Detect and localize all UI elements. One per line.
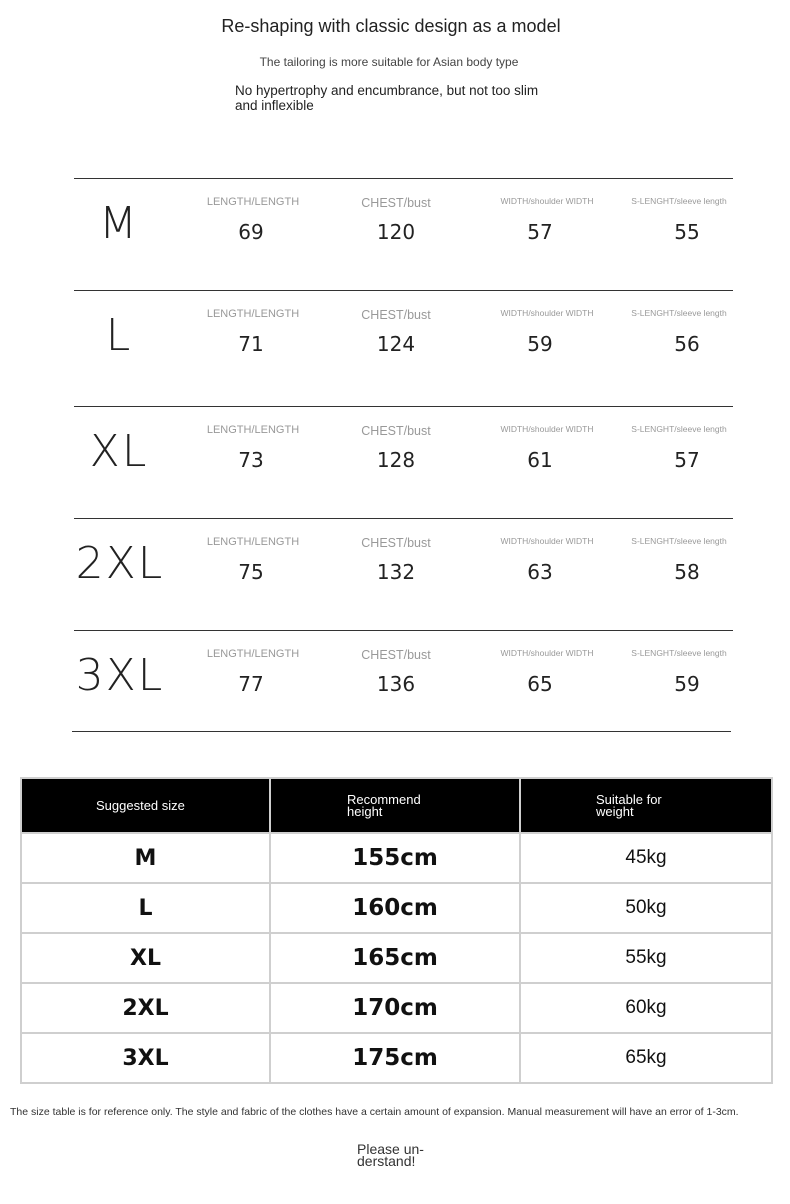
size-label: M [99, 198, 139, 249]
column-header-width: WIDTH/shoulder WIDTH [500, 648, 594, 658]
column-header-width: WIDTH/shoulder WIDTH [500, 196, 594, 206]
row-size: 2XL [21, 983, 270, 1033]
size-label: 2XL [75, 538, 165, 589]
row-weight: 50kg [520, 883, 772, 933]
column-header-sleeve: S-LENGHT/sleeve length [631, 196, 727, 206]
column-header-length: LENGTH/LENGTH [206, 308, 300, 320]
table-row [21, 833, 772, 883]
measure-value-width: 59 [527, 332, 553, 356]
row-weight: 65kg [520, 1033, 772, 1083]
measure-value-sleeve: 57 [674, 448, 700, 472]
column-header-length: LENGTH/LENGTH [206, 536, 300, 548]
row-weight: 45kg [520, 833, 772, 883]
closing-text: Please un-derstand! [357, 1141, 424, 1169]
row-height: 175cm [270, 1033, 520, 1083]
measure-value-chest: 128 [376, 448, 416, 472]
header-suggested-size: Suggested size [21, 778, 270, 833]
column-header-width: WIDTH/shoulder WIDTH [500, 536, 594, 546]
page-description: No hypertrophy and encumbrance, but not too slim and inflexible [235, 83, 539, 113]
column-header-length: LENGTH/LENGTH [206, 424, 300, 436]
row-height: 160cm [270, 883, 520, 933]
column-header-chest: CHEST/bust [361, 648, 431, 662]
column-header-chest: CHEST/bust [361, 424, 431, 438]
header-recommend-height: Recommend height [270, 778, 520, 833]
table-row [21, 983, 772, 1033]
recommendation-header-row [21, 778, 772, 833]
row-weight: 55kg [520, 933, 772, 983]
measure-value-chest: 132 [376, 560, 416, 584]
measure-value-chest: 136 [376, 672, 416, 696]
measure-value-length: 71 [238, 332, 264, 356]
measure-value-width: 57 [527, 220, 553, 244]
row-size: L [21, 883, 270, 933]
table-row [21, 1033, 772, 1083]
size-label: XL [89, 426, 149, 477]
row-divider [74, 630, 733, 631]
row-size: M [21, 833, 270, 883]
table-row [21, 933, 772, 983]
measure-value-length: 75 [238, 560, 264, 584]
column-header-sleeve: S-LENGHT/sleeve length [631, 536, 727, 546]
row-size: 3XL [21, 1033, 270, 1083]
measure-value-sleeve: 56 [674, 332, 700, 356]
measure-value-length: 69 [238, 220, 264, 244]
table-row [21, 883, 772, 933]
row-height: 155cm [270, 833, 520, 883]
measure-value-length: 77 [238, 672, 264, 696]
row-divider [74, 518, 733, 519]
column-header-sleeve: S-LENGHT/sleeve length [631, 648, 727, 658]
recommendation-table [20, 777, 773, 1084]
measure-value-width: 65 [527, 672, 553, 696]
measure-value-length: 73 [238, 448, 264, 472]
measure-value-width: 63 [527, 560, 553, 584]
row-divider [74, 290, 733, 291]
column-header-sleeve: S-LENGHT/sleeve length [631, 424, 727, 434]
column-header-chest: CHEST/bust [361, 196, 431, 210]
header-suitable-weight: Suitable for weight [520, 778, 772, 833]
column-header-width: WIDTH/shoulder WIDTH [500, 424, 594, 434]
page-title: Re-shaping with classic design as a model [221, 16, 561, 36]
row-divider [72, 731, 731, 732]
column-header-length: LENGTH/LENGTH [206, 196, 300, 208]
row-height: 170cm [270, 983, 520, 1033]
column-header-chest: CHEST/bust [361, 536, 431, 550]
column-header-chest: CHEST/bust [361, 308, 431, 322]
size-label: L [105, 310, 133, 361]
measure-value-chest: 124 [376, 332, 416, 356]
row-weight: 60kg [520, 983, 772, 1033]
column-header-width: WIDTH/shoulder WIDTH [500, 308, 594, 318]
measure-value-width: 61 [527, 448, 553, 472]
size-label: 3XL [75, 650, 165, 701]
measure-value-sleeve: 55 [674, 220, 700, 244]
measure-value-sleeve: 59 [674, 672, 700, 696]
reference-note: The size table is for reference only. The style and fabric of the clothes have a certain amount of expansion. Manual measurement will have an error of 1-3cm. [10, 1106, 739, 1118]
row-height: 165cm [270, 933, 520, 983]
column-header-sleeve: S-LENGHT/sleeve length [631, 308, 727, 318]
measure-value-sleeve: 58 [674, 560, 700, 584]
row-divider [74, 178, 733, 179]
page-subtitle: The tailoring is more suitable for Asian body type [259, 55, 519, 69]
column-header-length: LENGTH/LENGTH [206, 648, 300, 660]
measure-value-chest: 120 [376, 220, 416, 244]
row-size: XL [21, 933, 270, 983]
row-divider [74, 406, 733, 407]
